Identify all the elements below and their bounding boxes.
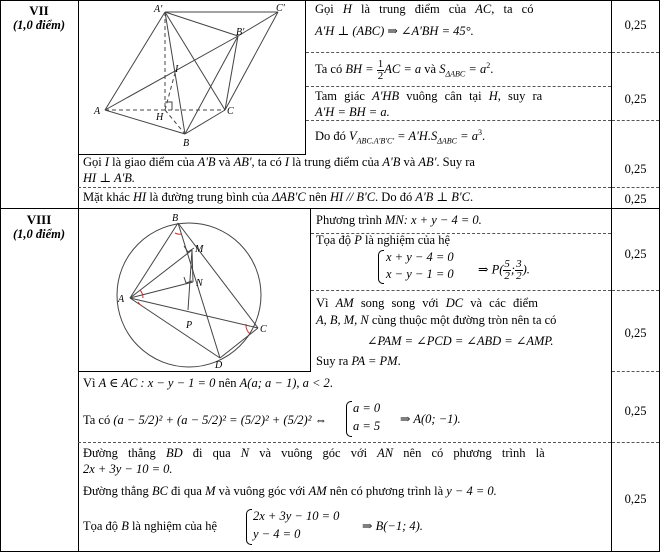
s7-line: Tam giác A'HB vuông cân tại H, suy ra (315, 89, 543, 103)
s8-line: Đường thẳng BD đi qua N và vuông góc với AN nên có phương trình là (83, 446, 545, 460)
figure1-label: H (156, 112, 164, 123)
figure2-label: C (260, 324, 267, 335)
section-number: VII (29, 3, 49, 18)
row-sep (311, 290, 611, 291)
column-divider-label (78, 0, 79, 552)
s7-line: A'H ⊥ (ABC) ⇒ ∠A'BH = 45°. (315, 24, 474, 38)
score-sep (612, 187, 659, 188)
prism-figure (80, 2, 304, 152)
figure1-label: A' (154, 4, 163, 15)
score: 0,25 (624, 404, 647, 418)
figure2-bottom-line (78, 371, 311, 372)
s8-line: Phương trình MN: x + y − 4 = 0. (316, 213, 482, 227)
system-eq: 2x + 3y − 10 = 0 (253, 509, 340, 523)
row-sep (306, 86, 611, 87)
system-eq: a = 5 (353, 419, 381, 433)
s7-line: Mặt khác HI là đường trung bình của ΔAB'C nên HI // B'C. Do đó A'B ⊥ B'C. (83, 190, 474, 204)
score-sep (612, 290, 659, 291)
score-sep (612, 442, 659, 443)
system-eq: a = 0 (353, 401, 381, 415)
score: 0,25 (624, 247, 647, 261)
figure1-divider (305, 0, 306, 154)
figure1-label: B (183, 138, 190, 149)
section-points: (1,0 điểm) (12, 227, 66, 241)
figure1-label: C' (276, 3, 285, 14)
s8-line: Suy ra PA = PM. (316, 354, 401, 368)
table-border-left (0, 0, 1, 552)
section-points: (1,0 điểm) (12, 18, 66, 32)
s8-line: ∠PAM = ∠PCD = ∠ABD = ∠AMP. (367, 334, 554, 348)
table-border-bottom (0, 551, 660, 552)
s7-line: Ta có BH = $\frac{1}{2}$ AC = a và $S_{\Delta ABC} = a^2$. (315, 57, 494, 82)
score: 0,25 (624, 492, 647, 506)
system-eq: x − y − 1 = 0 (386, 267, 454, 281)
figure2-label: P (186, 320, 193, 331)
s8-line: Ta có (a − 5/2)² + (a − 5/2)² = (5/2)² + (5/2)² ⇔ (83, 413, 328, 427)
s8-line: Vì AM song song với DC và các điểm (316, 296, 538, 310)
figure1-label: C (227, 106, 234, 117)
score: 0,25 (624, 162, 647, 176)
figure2-label: D (215, 360, 223, 370)
figure1-label: B' (236, 27, 245, 38)
figure2-label: B (172, 213, 179, 224)
row-sep (78, 187, 611, 188)
system-result: ⇒ P( $\frac{5}{2}$ ; $\frac{3}{2}$ ). (478, 258, 530, 282)
s7-line: Gọi H là trung điểm của AC, ta có (315, 2, 534, 16)
figure2-label: A (118, 294, 125, 305)
fraction: $\frac{1}{2}$ (377, 57, 384, 82)
figure2-label: N (196, 278, 203, 289)
row-sep (306, 52, 611, 53)
section-label (0, 212, 78, 242)
section-label (0, 3, 78, 33)
circle-figure (80, 210, 310, 370)
row-sep (306, 120, 611, 121)
fraction: $\frac{5}{2}$ (504, 258, 510, 282)
score: 0,25 (624, 18, 647, 32)
figure1-label: A (94, 106, 101, 117)
s8-line: Đường thẳng BC đi qua M và vuông góc với AM nên có phương trình là y − 4 = 0. (83, 484, 497, 498)
s7-line: A'H = BH = a. (315, 105, 390, 119)
s8-line: Vì A ∈ AC : x − y − 1 = 0 nên A(a; a − 1), a < 2. (83, 376, 333, 390)
score-sep (612, 52, 659, 53)
s7-line: Gọi I là giao điểm của A'B và AB', ta có I là trung điểm của A'B và AB'. Suy ra (83, 155, 475, 169)
score-sep (612, 371, 659, 372)
table-border-top (0, 0, 660, 1)
system-brace (378, 250, 384, 284)
system-result: ⇒ B(−1; 4). (362, 519, 423, 533)
score: 0,25 (624, 192, 647, 206)
s8-line: 2x + 3y − 10 = 0. (83, 462, 173, 476)
section-divider (0, 208, 660, 209)
system-brace (246, 509, 252, 545)
section-number: VIII (26, 212, 52, 227)
s8-line: Tọa độ B là nghiệm của hệ (83, 519, 217, 533)
system-result: ⇒ A(0; −1). (400, 412, 461, 426)
system-eq: x + y − 4 = 0 (386, 250, 454, 264)
row-sep (78, 442, 611, 443)
s7-line: HI ⊥ A'B. (83, 171, 136, 185)
figure2-label: M (195, 244, 204, 255)
figure1-label: I (175, 64, 179, 75)
s7-line: Do đó $V_{ABC.A'B'C'} = A'H.S_{\Delta ABC} = a^3$. (315, 128, 486, 146)
score: 0,25 (624, 326, 647, 340)
score: 0,25 (624, 92, 647, 106)
s8-line: Tọa độ P là nghiệm của hệ (316, 233, 450, 247)
column-divider-score (611, 0, 612, 552)
fraction: $\frac{3}{2}$ (516, 258, 522, 282)
system-brace (346, 401, 352, 437)
system-eq: y − 4 = 0 (253, 527, 301, 541)
s8-line: A, B, M, N cùng thuộc một đường tròn nên ta có (316, 313, 557, 327)
score-sep (612, 120, 659, 121)
